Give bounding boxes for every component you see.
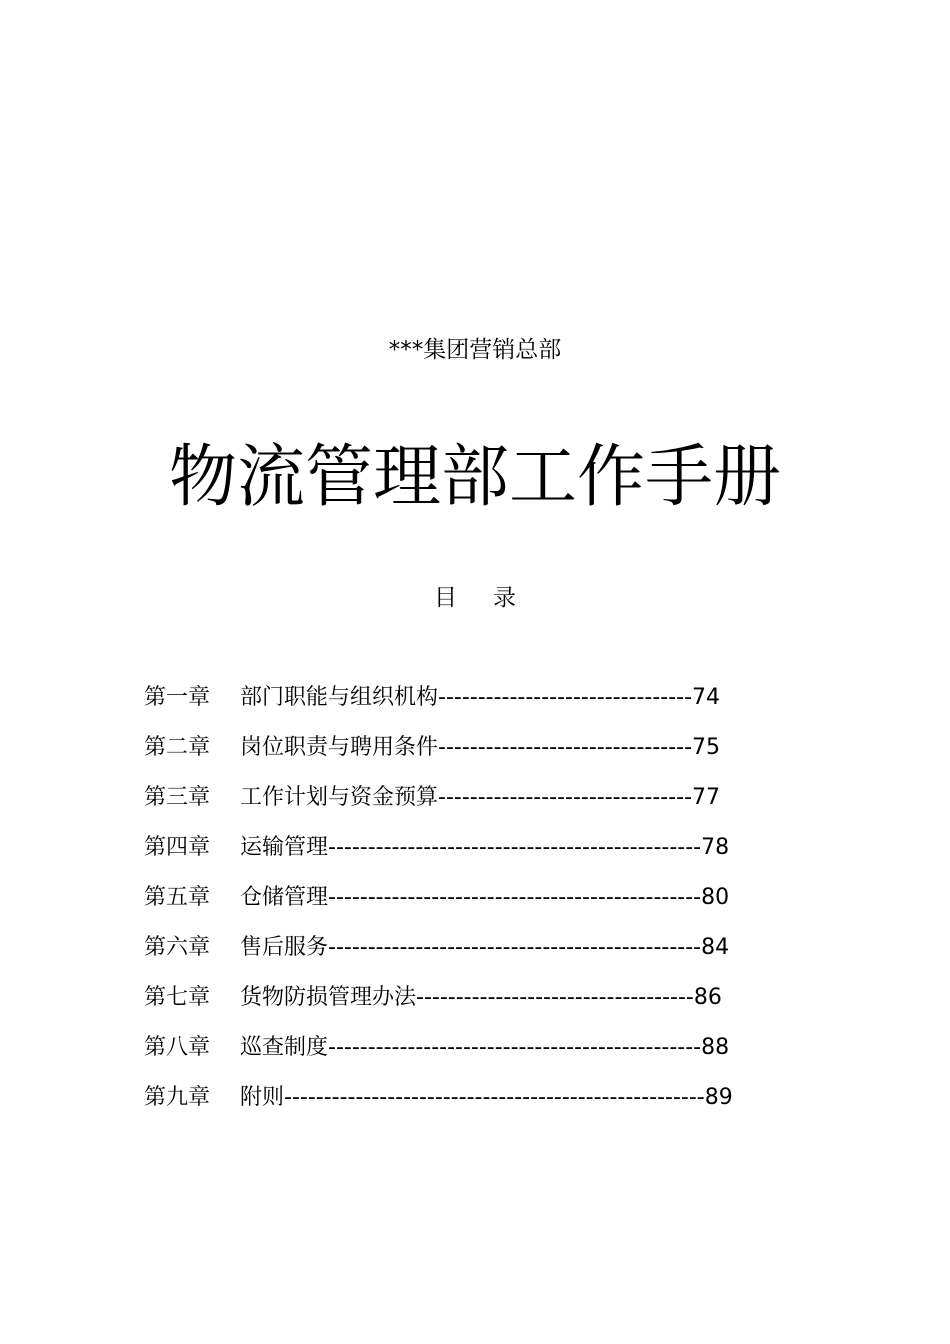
toc-chapter-label: 第四章 (144, 835, 211, 860)
toc-chapter-label: 第二章 (144, 735, 211, 760)
toc-entry-4[interactable] (144, 832, 804, 882)
toc-chapter-label: 第一章 (144, 685, 211, 710)
toc-heading-left: 目 (434, 585, 457, 611)
organization-name: ***集团营销总部 (388, 337, 562, 363)
toc-entry-2[interactable] (144, 732, 804, 782)
document-title: 物流管理部工作手册 (168, 438, 781, 517)
toc-chapter-label: 第六章 (144, 935, 211, 960)
toc-heading (0, 584, 950, 612)
toc-entry-text: 仓储管理-----------------------------------------------80 (240, 885, 730, 910)
toc-entry-7[interactable] (144, 982, 804, 1032)
toc-entry-1[interactable] (144, 682, 804, 732)
toc-entry-text: 工作计划与资金预算--------------------------------77 (240, 785, 721, 810)
toc-chapter-label: 第九章 (144, 1085, 211, 1110)
toc-entry-text: 售后服务-----------------------------------------------84 (240, 935, 730, 960)
toc-entry-8[interactable] (144, 1032, 804, 1082)
toc-chapter-label: 第三章 (144, 785, 211, 810)
toc-entry-6[interactable] (144, 932, 804, 982)
toc-entry-9[interactable] (144, 1082, 804, 1132)
toc-entry-text: 巡查制度-----------------------------------------------88 (240, 1035, 730, 1060)
toc-entry-3[interactable] (144, 782, 804, 832)
toc-entry-text: 部门职能与组织机构--------------------------------74 (240, 685, 721, 710)
table-of-contents (144, 682, 804, 1132)
toc-entry-5[interactable] (144, 882, 804, 932)
toc-entry-text: 运输管理-----------------------------------------------78 (240, 835, 730, 860)
toc-entry-text: 附则-----------------------------------------------------89 (240, 1085, 733, 1110)
toc-chapter-label: 第五章 (144, 885, 211, 910)
toc-chapter-label: 第七章 (144, 985, 211, 1010)
toc-entry-text: 货物防损管理办法-----------------------------------86 (240, 985, 722, 1010)
toc-heading-right: 录 (493, 585, 516, 611)
toc-entry-text: 岗位职责与聘用条件--------------------------------75 (240, 735, 721, 760)
toc-chapter-label: 第八章 (144, 1035, 211, 1060)
